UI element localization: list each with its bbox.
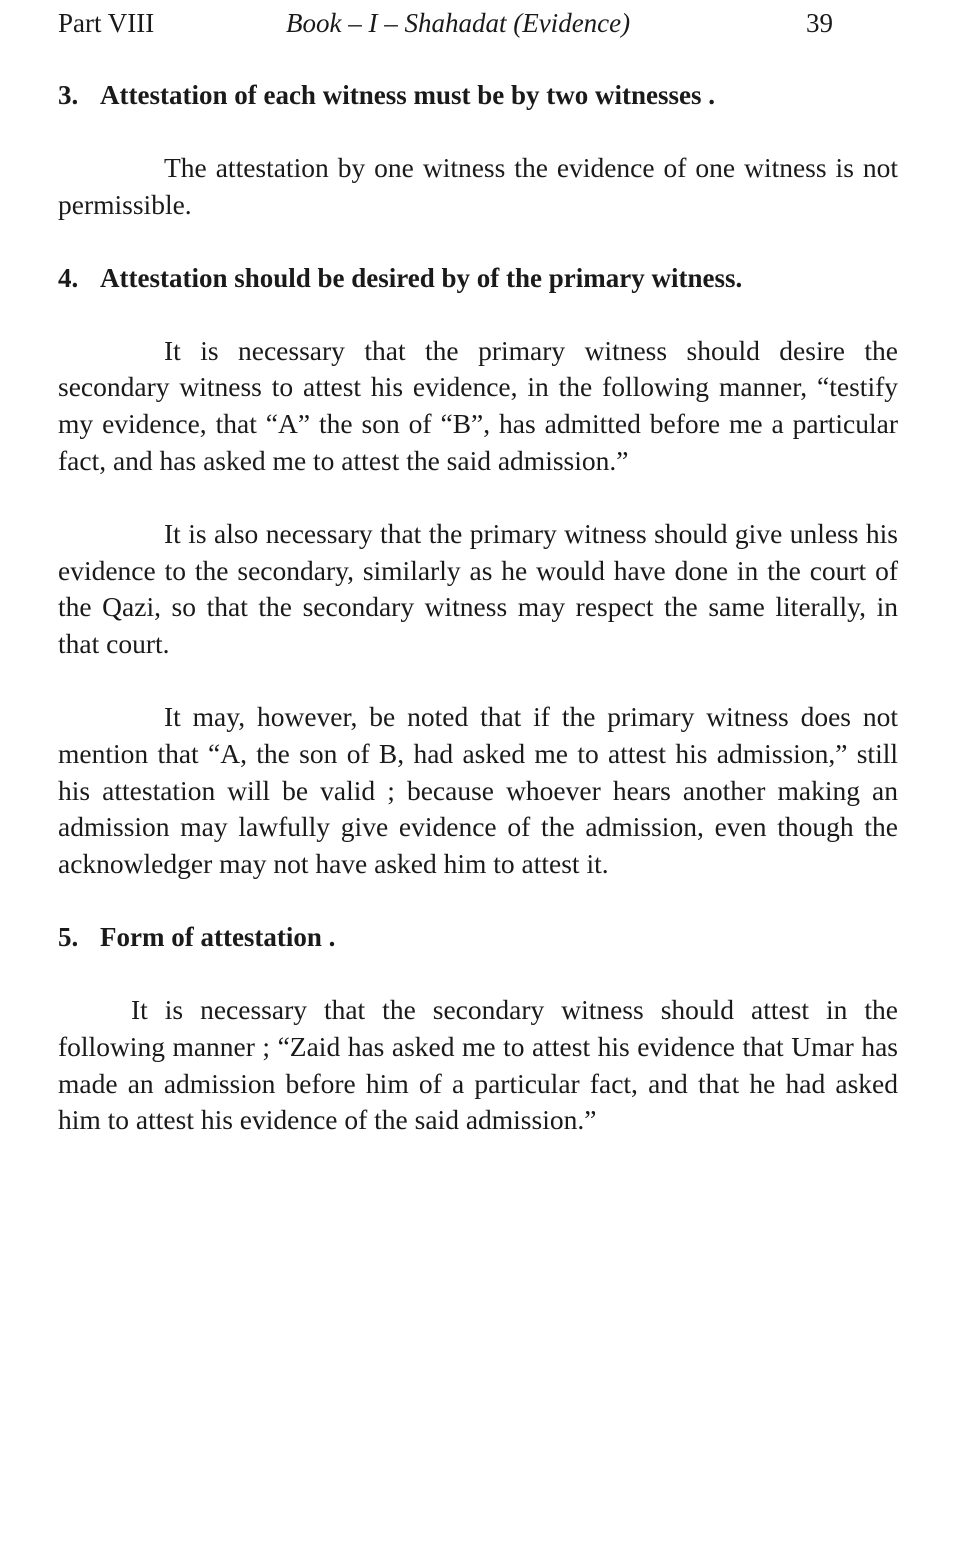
section-3-paragraph-1: The attestation by one witness the evidence of one witness is not permissible. — [58, 152, 898, 220]
section-number: 5. — [58, 921, 79, 952]
section-number: 3. — [58, 80, 79, 110]
section-4-paragraph-1: It is necessary that the primary witness should desire the secondary witness to attest his evidence, in the following manner, “testify my evidence, that “A” the son of “B”, has admitted before me a particular fact, and has asked me to attest the said admission.” — [58, 334, 898, 476]
page-content — [58, 0, 898, 1139]
section-4-paragraph-2: It is also necessary that the primary witness should give unless his evidence to the secondary, similarly as he would have done in the court of the Qazi, so that the secondary witness may respect the same literally, in that court. — [58, 517, 898, 660]
section-4-paragraph-3: It may, however, be noted that if the primary witness does not mention that “A, the son of B, had asked me to attest his admission,” still his attestation will be valid ; because whoever hears another making an admission may lawfully give evidence of the admission, even though the acknowledger may not have asked him to attest it. — [58, 700, 898, 880]
section-number: 4. — [58, 262, 79, 293]
section-heading-text: Form of attestation . — [100, 921, 336, 952]
section-3-heading — [58, 77, 898, 114]
section-4-heading — [58, 260, 898, 297]
section-5-paragraph-1: It is necessary that the secondary witness should attest in the following manner ; “Zaid has asked me to attest his evidence that Umar has made an admission before him of a particular fact, and that he had asked him to attest his evidence of the said admission.” — [58, 993, 898, 1136]
book-title: Book – I – Shahadat (Evidence) — [286, 8, 631, 38]
page-number: 39 — [806, 8, 833, 38]
section-5-heading — [58, 919, 898, 956]
section-heading-text: Attestation of each witness must be by two witnesses . — [100, 80, 715, 110]
section-heading-text: Attestation should be desired by of the primary witness. — [100, 262, 743, 293]
running-header — [58, 0, 898, 46]
part-label: Part VIII — [58, 8, 155, 38]
